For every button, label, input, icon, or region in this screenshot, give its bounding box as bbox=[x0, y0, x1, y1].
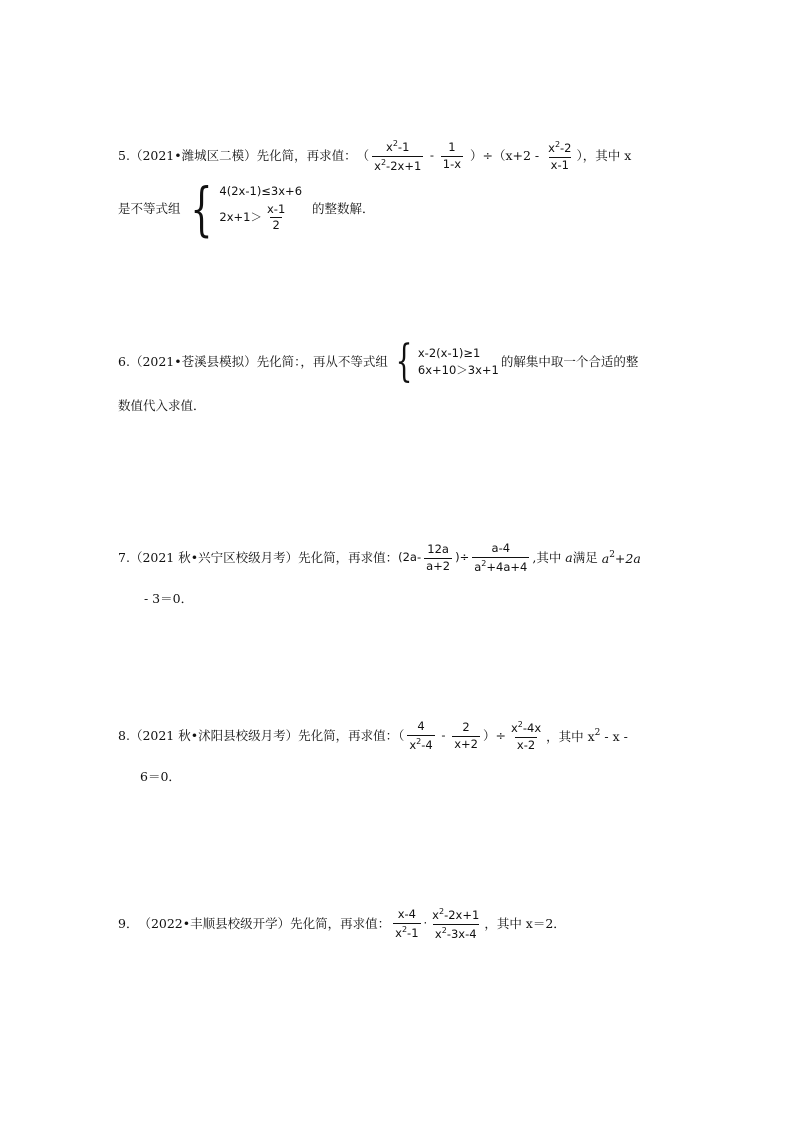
numerator: 4 bbox=[417, 719, 425, 733]
expression-text: 满足 bbox=[572, 549, 602, 565]
denominator: $a^2+4a+4$ bbox=[474, 558, 528, 574]
problem-5 bbox=[118, 139, 688, 243]
denominator: $x^2-3x-4$ bbox=[434, 925, 477, 941]
denominator: 1-x bbox=[442, 156, 462, 171]
problem-6 bbox=[118, 336, 688, 413]
denominator: $x^2-4$ bbox=[409, 736, 433, 752]
expression-text: ）÷ bbox=[482, 727, 506, 743]
numerator: a-4 bbox=[491, 541, 511, 555]
condition-expression: $a^2+2a$ bbox=[601, 549, 641, 566]
numerator: 2 bbox=[462, 720, 470, 734]
numerator: 12a bbox=[427, 542, 449, 556]
denominator: x+2 bbox=[454, 736, 478, 751]
left-brace-icon: { bbox=[189, 175, 213, 243]
expression-text: 6＝0． bbox=[140, 769, 181, 784]
numerator: $x^2-1$ bbox=[386, 139, 410, 154]
fraction bbox=[430, 908, 481, 940]
numerator: $x^2-4x$ bbox=[510, 720, 542, 735]
problem-number: 5. bbox=[118, 147, 130, 163]
expression-text: 的解集中取一个合适的整 bbox=[500, 353, 639, 369]
problem-7-line-1 bbox=[118, 543, 688, 573]
denominator: x-2 bbox=[516, 737, 536, 752]
numerator: x-1 bbox=[267, 201, 286, 216]
inequality-intro: 是不等式组 bbox=[118, 200, 181, 216]
inequality-row: x-2(x-1)≥1 bbox=[417, 346, 481, 360]
numerator: $x^2-2x+1$ bbox=[432, 907, 480, 922]
numerator: $x^2-2$ bbox=[548, 140, 572, 155]
fraction bbox=[407, 721, 434, 751]
problem-9 bbox=[118, 908, 688, 940]
minus-sign: - bbox=[426, 148, 438, 163]
open-paren: （ bbox=[356, 147, 370, 163]
problem-7 bbox=[118, 543, 688, 606]
problem-8-line-1 bbox=[118, 721, 688, 751]
expression-text: (2a- bbox=[398, 550, 422, 565]
fraction bbox=[441, 142, 463, 170]
minus-sign: - bbox=[437, 728, 450, 743]
inequality-row: 6x+10＞3x+1 bbox=[417, 362, 499, 377]
expression-text: 的整数解． bbox=[304, 200, 375, 216]
problem-source: （2022•丰顺县校级开学）先化简，再求值： bbox=[138, 915, 391, 931]
expression-text: ，其中 $x^2$ - x - bbox=[546, 727, 628, 744]
problem-source: （2021 秋•沭阳县校级月考）先化简，再求值：（ bbox=[129, 727, 405, 743]
expression-text: )÷ bbox=[455, 550, 470, 565]
denominator: $x^2-2x+1$ bbox=[374, 157, 422, 173]
fraction bbox=[452, 722, 480, 750]
problem-7-line-2 bbox=[118, 593, 688, 606]
fraction bbox=[472, 543, 529, 573]
problem-source: （2021•潍城区二模）先化简，再求值： bbox=[129, 147, 357, 163]
problem-number: 7. bbox=[118, 549, 130, 565]
problem-5-line-1 bbox=[118, 140, 688, 172]
denominator: a+2 bbox=[426, 558, 451, 573]
multiply-dot: · bbox=[423, 916, 428, 931]
denominator: 2 bbox=[272, 218, 280, 233]
problem-source: （2021•苍溪县模拟）先化简：，再从不等式组 bbox=[129, 353, 388, 369]
problem-8-line-2 bbox=[118, 771, 688, 784]
fraction bbox=[265, 201, 287, 233]
expression-text: ）÷（x+2 - bbox=[466, 147, 544, 163]
denominator: $x^2-1$ bbox=[395, 924, 419, 940]
expression-text: ，其中 x＝2． bbox=[484, 915, 566, 931]
problem-6-line-1 bbox=[118, 336, 688, 387]
expression-text: ），其中 x bbox=[576, 147, 632, 163]
problem-number: 9． bbox=[118, 915, 139, 931]
expression-text: ,其中 bbox=[532, 549, 566, 565]
inequality-system bbox=[390, 336, 499, 387]
numerator: x-4 bbox=[397, 907, 416, 921]
problem-9-line-1 bbox=[118, 908, 688, 940]
problem-number: 6. bbox=[118, 353, 130, 369]
fraction bbox=[393, 909, 420, 939]
inequality-system bbox=[183, 175, 303, 243]
expression-text: 数值代入求值． bbox=[118, 398, 206, 413]
problem-5-line-2 bbox=[118, 175, 688, 243]
problem-8 bbox=[118, 721, 688, 784]
problem-source: （2021 秋•兴宁区校级月考）先化简，再求值： bbox=[129, 549, 399, 565]
inequality-row: 2x+1＞ $\frac{x-1}{2}$ bbox=[219, 201, 286, 233]
fraction bbox=[509, 721, 543, 751]
inequality-row: 4(2x-1)≤3x+6 bbox=[219, 184, 303, 199]
denominator: x-1 bbox=[550, 157, 569, 172]
fraction bbox=[424, 544, 452, 572]
fraction bbox=[546, 141, 573, 171]
problem-number: 8. bbox=[118, 727, 130, 743]
numerator: 1 bbox=[448, 140, 456, 154]
variable: a bbox=[565, 549, 573, 565]
expression-text: - 3＝0． bbox=[140, 591, 194, 606]
fraction bbox=[372, 140, 423, 172]
problem-6-line-2 bbox=[118, 400, 688, 413]
left-brace-icon: { bbox=[395, 336, 413, 387]
